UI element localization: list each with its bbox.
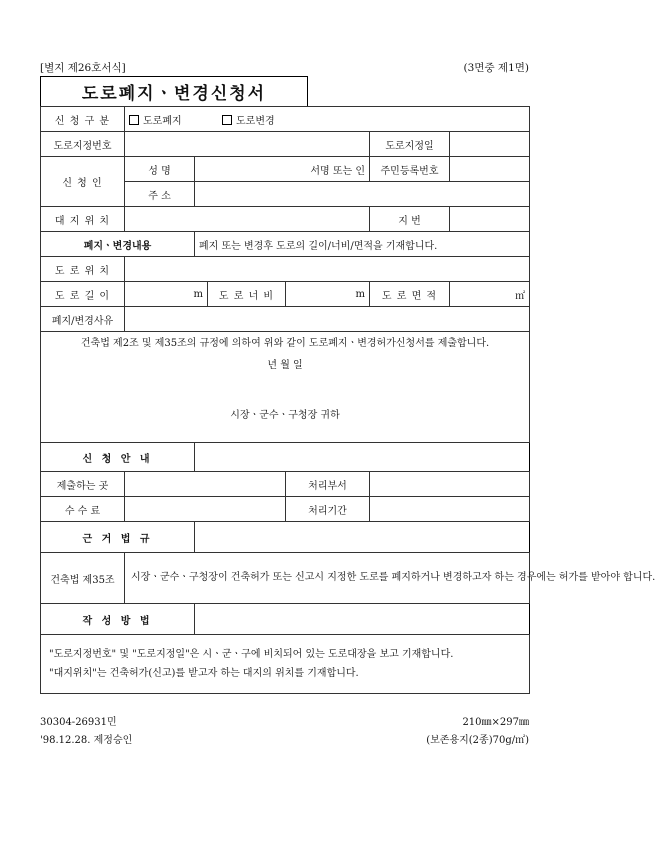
footer-code: 30304-26931민: [40, 717, 117, 728]
site-location-label: 대 지 위 치: [41, 207, 125, 232]
declaration-addressee: 시장ㆍ군수ㆍ구청장 귀하: [230, 410, 340, 421]
road-width-field[interactable]: [286, 282, 370, 307]
road-width-label: 도 로 너 비: [208, 282, 286, 307]
name-label: 성 명: [125, 157, 195, 182]
reason-field[interactable]: [125, 307, 530, 332]
road-location-label: 도 로 위 치: [41, 257, 125, 282]
road-id-field[interactable]: [125, 132, 370, 157]
applicant-label: 신 청 인: [41, 157, 125, 207]
legal-section-label: 근 거 법 규: [41, 522, 195, 553]
page-info: (3면중 제1면): [463, 62, 529, 74]
resident-id-label: 주민등록번호: [370, 157, 450, 182]
declaration-date: 년 월 일: [267, 360, 303, 371]
application-form: [40, 106, 655, 694]
road-date-field[interactable]: [450, 132, 530, 157]
declaration-statement: 건축법 제2조 및 제35조의 규정에 의하여 위와 같이 도로폐지ㆍ변경허가신청서를 제출합니다.: [80, 338, 490, 349]
address-label: 주 소: [125, 182, 195, 207]
form-title: 도로폐지ㆍ변경신청서: [40, 76, 308, 106]
site-location-field[interactable]: [125, 207, 370, 232]
dept-label: 처리부서: [286, 472, 370, 497]
lot-number-label: 지 번: [370, 207, 450, 232]
change-content-instruction: 폐지 또는 변경후 도로의 길이/너비/면적을 기재합니다.: [195, 232, 530, 257]
application-type-options: [125, 107, 530, 132]
declaration-block: [41, 332, 530, 443]
signature-label: 서명 또는 인: [310, 165, 365, 177]
width-unit: m: [355, 288, 365, 300]
instructions-section-spacer: [195, 604, 530, 635]
road-id-label: 도로지정번호: [41, 132, 125, 157]
footer-size: 210㎜×297㎜: [462, 717, 529, 728]
fee-field[interactable]: [125, 497, 286, 522]
instructions-section-label: 작 성 방 법: [41, 604, 195, 635]
dept-field[interactable]: [370, 472, 530, 497]
law-label: 건축법 제35조: [41, 553, 125, 604]
abolish-option-label: 도로폐지: [143, 115, 182, 127]
road-length-label: 도 로 길 이: [41, 282, 125, 307]
name-field[interactable]: [195, 157, 370, 182]
instructions-body: [41, 635, 530, 694]
period-field[interactable]: [370, 497, 530, 522]
area-unit: ㎡: [515, 290, 526, 302]
submit-to-field[interactable]: [125, 472, 286, 497]
legal-section-spacer: [195, 522, 530, 553]
footer-paper: (보존용지(2종)70g/㎡): [426, 735, 529, 746]
guide-section-spacer: [195, 443, 530, 472]
submit-to-label: 제출하는 곳: [41, 472, 125, 497]
law-text: 시장ㆍ군수ㆍ구청장이 건축허가 또는 신고시 지정한 도로를 폐지하거나 변경하고자 하는 경우에는 허가를 받아야 합니다.: [125, 553, 530, 604]
abolish-checkbox[interactable]: [129, 115, 139, 125]
road-location-field[interactable]: [125, 257, 530, 282]
period-label: 처리기간: [286, 497, 370, 522]
guide-section-label: 신 청 안 내: [41, 443, 195, 472]
road-area-label: 도 로 면 적: [370, 282, 450, 307]
footer-approval: '98.12.28. 제정승인: [40, 735, 133, 746]
road-area-field[interactable]: [450, 282, 530, 307]
length-unit: m: [193, 288, 203, 300]
fee-label: 수 수 료: [41, 497, 125, 522]
instruction-line-2: "대지위치"는 건축허가(신고)를 받고자 하는 대지의 위치를 기재합니다.: [49, 668, 359, 679]
change-content-section: 폐지ㆍ변경내용: [41, 232, 195, 257]
road-date-label: 도로지정일: [370, 132, 450, 157]
lot-number-field[interactable]: [450, 207, 530, 232]
change-checkbox[interactable]: [222, 115, 232, 125]
road-length-field[interactable]: [125, 282, 208, 307]
change-option-label: 도로변경: [236, 115, 275, 127]
resident-id-field[interactable]: [450, 157, 530, 182]
instruction-line-1: "도로지정번호" 및 "도로지정일"은 시ㆍ군ㆍ구에 비치되어 있는 도로대장을 보고 기재합니다.: [49, 649, 454, 660]
reason-label: 폐지/변경사유: [41, 307, 125, 332]
form-number: [별지 제26호서식]: [40, 62, 126, 74]
address-field[interactable]: [195, 182, 530, 207]
application-type-label: 신 청 구 분: [41, 107, 125, 132]
